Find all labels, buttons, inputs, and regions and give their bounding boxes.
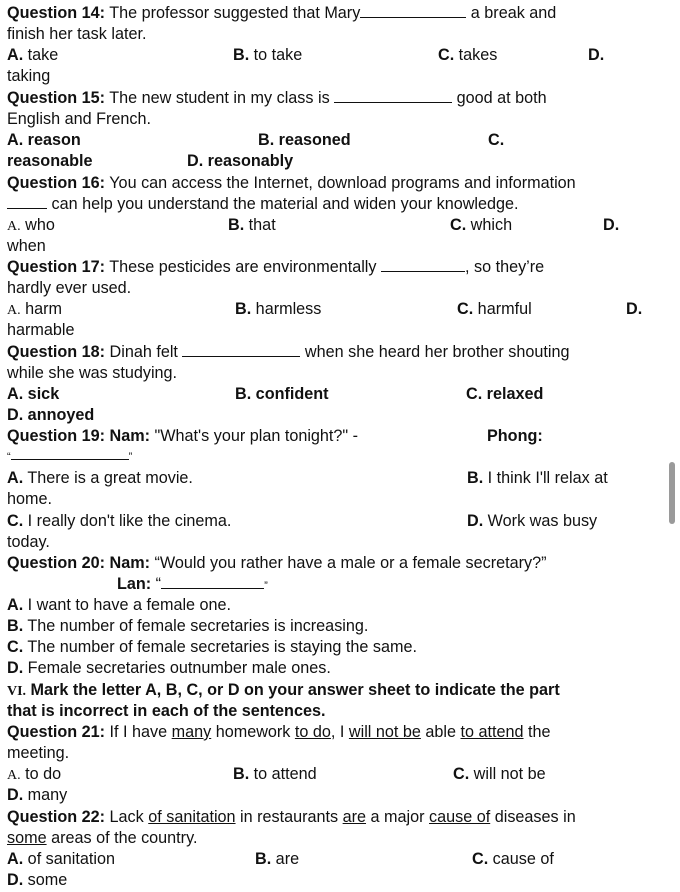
q16-option-d-text: when: [7, 237, 46, 255]
q18-option-a[interactable]: A. sick: [7, 385, 60, 403]
q22-option-a[interactable]: A. of sanitation: [7, 850, 115, 868]
answer-blank: [334, 88, 452, 103]
q15-option-c[interactable]: C.: [488, 131, 505, 149]
q21-underline-d: many: [171, 723, 212, 741]
q14-option-b[interactable]: B. to take: [233, 46, 303, 64]
q21-stem-line2: meeting.: [7, 744, 70, 762]
q19-option-d-wrap: today.: [7, 533, 50, 551]
q20-stem: Question 20: Nam: “Would you rather have a male or a female secretary?”: [7, 554, 547, 572]
q19-speaker2: Phong:: [487, 427, 543, 445]
q18-stem: Question 18: Dinah felt when she heard her brother shouting: [7, 343, 570, 361]
q18-option-c[interactable]: C. relaxed: [466, 385, 544, 403]
q16-option-b[interactable]: B. that: [228, 216, 276, 234]
q16-option-d[interactable]: D.: [603, 216, 620, 234]
answer-blank: [7, 194, 47, 209]
q21-option-d[interactable]: D. many: [7, 786, 68, 804]
section-vi-heading: VI. Mark the letter A, B, C, or D on your answer sheet to indicate the part: [7, 681, 560, 699]
answer-blank: [381, 257, 465, 272]
q21-underline-a: to do: [294, 723, 331, 741]
q22-option-c[interactable]: C. cause of: [472, 850, 554, 868]
q19-answer-line: “ ”: [7, 451, 133, 463]
q21-option-a[interactable]: A. to do: [7, 765, 62, 783]
q17-stem: Question 17: These pesticides are environmentally , so they’re: [7, 258, 545, 276]
q20-option-a[interactable]: A. I want to have a female one.: [7, 596, 232, 614]
q21-underline-c: will not be: [348, 723, 421, 741]
q14-option-d-text: taking: [7, 67, 51, 85]
q22-option-b[interactable]: B. are: [255, 850, 300, 868]
answer-blank: [161, 574, 264, 589]
scrollbar[interactable]: [669, 462, 675, 524]
q17-option-a[interactable]: A. harm: [7, 300, 63, 318]
q17-option-d[interactable]: D.: [626, 300, 643, 318]
q16-option-c[interactable]: C. which: [450, 216, 513, 234]
q21-stem: Question 21: If I have many homework to do, I will not be able to attend the: [7, 723, 551, 741]
q14-stem: Question 14: The professor suggested that Mary a break and: [7, 4, 557, 22]
q17-option-b[interactable]: B. harmless: [235, 300, 322, 318]
q16-stem: Question 16: You can access the Internet, download programs and information: [7, 174, 576, 192]
answer-blank: [182, 342, 300, 357]
q20-option-d[interactable]: D. Female secretaries outnumber male ones.: [7, 659, 331, 677]
q18-stem-line2: while she was studying.: [7, 364, 178, 382]
q21-option-b[interactable]: B. to attend: [233, 765, 317, 783]
section-vi-heading-line2: that is incorrect in each of the sentences.: [7, 702, 326, 720]
q17-option-c[interactable]: C. harmful: [457, 300, 532, 318]
answer-blank: [11, 449, 129, 460]
q22-stem-line2: some areas of the country.: [7, 829, 198, 847]
q22-stem: Question 22: Lack of sanitation in restaurants are a major cause of diseases in: [7, 808, 576, 826]
q20-answer-line: Lan: “ ”: [117, 575, 268, 593]
q15-option-b[interactable]: B. reasoned: [258, 131, 351, 149]
q17-option-d-text: harmable: [7, 321, 75, 339]
q18-option-d[interactable]: D. annoyed: [7, 406, 95, 424]
q19-option-b-wrap: home.: [7, 490, 52, 508]
q22-option-d[interactable]: D. some: [7, 871, 68, 889]
q22-underline-c: cause of: [429, 808, 491, 826]
q21-underline-b: to attend: [460, 723, 524, 741]
q22-underline-b: are: [342, 808, 367, 826]
q14-label: Question 14:: [7, 4, 106, 22]
q14-option-a[interactable]: A. take: [7, 46, 59, 64]
q19-option-b[interactable]: B. I think I'll relax at: [467, 469, 608, 487]
q14-option-d[interactable]: D.: [588, 46, 605, 64]
q19-option-a[interactable]: A. There is a great movie.: [7, 469, 193, 487]
q19-option-d[interactable]: D. Work was busy: [467, 512, 598, 530]
q22-underline-d: some: [7, 829, 47, 847]
q16-stem-line2: can help you understand the material and widen your knowledge.: [7, 194, 519, 215]
q17-stem-line2: hardly ever used.: [7, 279, 132, 297]
q14-option-c[interactable]: C. takes: [438, 46, 498, 64]
q15-stem: Question 15: The new student in my class is good at both: [7, 89, 547, 107]
q19-option-c[interactable]: C. I really don't like the cinema.: [7, 512, 232, 530]
q21-option-c[interactable]: C. will not be: [453, 765, 546, 783]
q16-option-a[interactable]: A. who: [7, 216, 55, 234]
q18-option-b[interactable]: B. confident: [235, 385, 329, 403]
q19-stem: Question 19: Nam: "What's your plan tonight?" -: [7, 427, 359, 445]
answer-blank: [360, 3, 466, 18]
q14-stem-line2: finish her task later.: [7, 25, 147, 43]
q22-underline-a: of sanitation: [148, 808, 236, 826]
q20-option-c[interactable]: C. The number of female secretaries is staying the same.: [7, 638, 417, 656]
q15-option-a[interactable]: A. reason: [7, 131, 81, 149]
q15-option-c-text[interactable]: reasonable: [7, 152, 93, 170]
q15-option-d[interactable]: D. reasonably: [187, 152, 294, 170]
q20-option-b[interactable]: B. The number of female secretaries is increasing.: [7, 617, 369, 635]
q15-stem-line2: English and French.: [7, 110, 151, 128]
